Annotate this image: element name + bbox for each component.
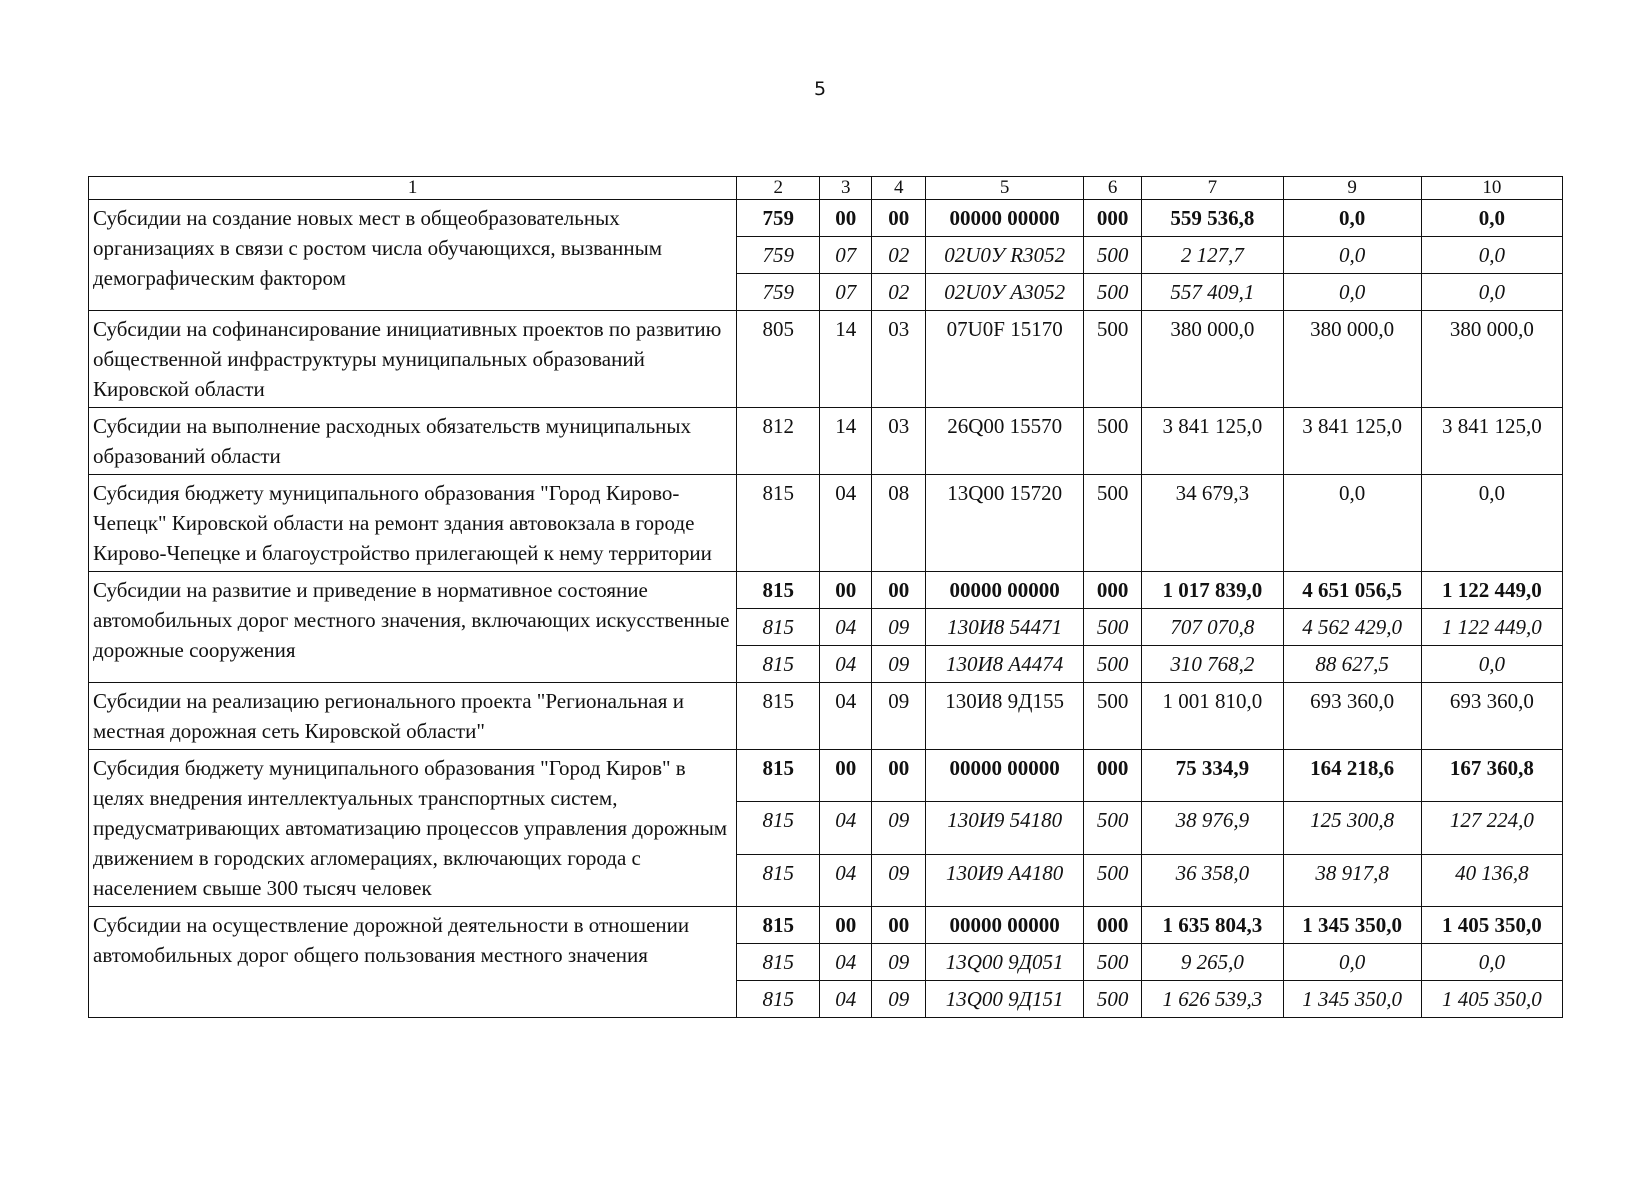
- section-cell: 04: [820, 646, 872, 683]
- subsection-cell: 09: [872, 802, 926, 854]
- section-cell: 07: [820, 274, 872, 311]
- admin-code-cell: 815: [737, 683, 820, 750]
- admin-code-cell: 815: [737, 907, 820, 944]
- expense-type-cell: 500: [1084, 274, 1142, 311]
- admin-code-cell: 815: [737, 609, 820, 646]
- table-row: [89, 200, 1563, 237]
- target-article-cell: 00000 00000: [926, 572, 1084, 609]
- amount-col9-cell: 4 651 056,5: [1283, 572, 1421, 609]
- column-header: 2: [737, 177, 820, 200]
- amount-col9-cell: 0,0: [1283, 200, 1421, 237]
- amount-col7-cell: 310 768,2: [1142, 646, 1283, 683]
- subsection-cell: 09: [872, 683, 926, 750]
- admin-code-cell: 812: [737, 408, 820, 475]
- amount-col9-cell: 0,0: [1283, 475, 1421, 572]
- amount-col7-cell: 1 001 810,0: [1142, 683, 1283, 750]
- amount-col10-cell: 1 122 449,0: [1421, 572, 1562, 609]
- section-cell: 00: [820, 572, 872, 609]
- expense-type-cell: 000: [1084, 572, 1142, 609]
- amount-col10-cell: 0,0: [1421, 237, 1562, 274]
- section-cell: 04: [820, 981, 872, 1018]
- header-row: [89, 177, 1563, 200]
- amount-col10-cell: 1 405 350,0: [1421, 981, 1562, 1018]
- admin-code-cell: 815: [737, 944, 820, 981]
- target-article-cell: 130И9 54180: [926, 802, 1084, 854]
- amount-col9-cell: 0,0: [1283, 237, 1421, 274]
- amount-col9-cell: 125 300,8: [1283, 802, 1421, 854]
- row-description: Субсидия бюджету муниципального образования "Город Киров" в целях внедрения интеллектуальных транспортных систем, предусматривающих автоматизацию процессов управления дорожным движением в городских агломерациях, включающих города с населением свыше 300 тысяч человек: [89, 750, 737, 907]
- amount-col10-cell: 693 360,0: [1421, 683, 1562, 750]
- section-cell: 00: [820, 907, 872, 944]
- amount-col9-cell: 164 218,6: [1283, 750, 1421, 802]
- subsection-cell: 00: [872, 200, 926, 237]
- admin-code-cell: 805: [737, 311, 820, 408]
- column-header: 3: [820, 177, 872, 200]
- expense-type-cell: 500: [1084, 311, 1142, 408]
- subsection-cell: 09: [872, 944, 926, 981]
- amount-col7-cell: 36 358,0: [1142, 854, 1283, 906]
- amount-col7-cell: 38 976,9: [1142, 802, 1283, 854]
- page-number: 5: [813, 78, 827, 100]
- column-header: 10: [1421, 177, 1562, 200]
- section-cell: 00: [820, 750, 872, 802]
- row-description: Субсидия бюджету муниципального образования "Город Кирово-Чепецк" Кировской области на ремонт здания автовокзала в городе Кирово-Чепецке и благоустройство прилегающей к нему территории: [89, 475, 737, 572]
- section-cell: 04: [820, 475, 872, 572]
- expense-type-cell: 500: [1084, 802, 1142, 854]
- admin-code-cell: 815: [737, 475, 820, 572]
- amount-col7-cell: 34 679,3: [1142, 475, 1283, 572]
- table-row: [89, 408, 1563, 475]
- table-row: [89, 572, 1563, 609]
- amount-col9-cell: 3 841 125,0: [1283, 408, 1421, 475]
- column-header: 5: [926, 177, 1084, 200]
- row-description: Субсидии на выполнение расходных обязательств муниципальных образований области: [89, 408, 737, 475]
- admin-code-cell: 815: [737, 750, 820, 802]
- table-body: [89, 200, 1563, 1018]
- amount-col10-cell: 380 000,0: [1421, 311, 1562, 408]
- amount-col7-cell: 1 017 839,0: [1142, 572, 1283, 609]
- amount-col10-cell: 1 122 449,0: [1421, 609, 1562, 646]
- column-header: 7: [1142, 177, 1283, 200]
- amount-col7-cell: 707 070,8: [1142, 609, 1283, 646]
- column-header: 9: [1283, 177, 1421, 200]
- expense-type-cell: 500: [1084, 475, 1142, 572]
- amount-col10-cell: 0,0: [1421, 200, 1562, 237]
- expense-type-cell: 000: [1084, 750, 1142, 802]
- amount-col10-cell: 0,0: [1421, 646, 1562, 683]
- amount-col7-cell: 1 626 539,3: [1142, 981, 1283, 1018]
- amount-col10-cell: 40 136,8: [1421, 854, 1562, 906]
- expense-type-cell: 000: [1084, 200, 1142, 237]
- subsection-cell: 03: [872, 311, 926, 408]
- admin-code-cell: 815: [737, 572, 820, 609]
- expense-type-cell: 500: [1084, 408, 1142, 475]
- amount-col9-cell: 0,0: [1283, 944, 1421, 981]
- amount-col10-cell: 0,0: [1421, 475, 1562, 572]
- column-header: 1: [89, 177, 737, 200]
- section-cell: 04: [820, 683, 872, 750]
- budget-table: [88, 176, 1563, 1018]
- subsection-cell: 00: [872, 907, 926, 944]
- table-row: [89, 907, 1563, 944]
- row-description: Субсидии на реализацию регионального проекта "Региональная и местная дорожная сеть Кировской области": [89, 683, 737, 750]
- amount-col7-cell: 380 000,0: [1142, 311, 1283, 408]
- target-article-cell: 130И8 A4474: [926, 646, 1084, 683]
- amount-col9-cell: 1 345 350,0: [1283, 907, 1421, 944]
- target-article-cell: 00000 00000: [926, 907, 1084, 944]
- section-cell: 04: [820, 854, 872, 906]
- subsection-cell: 02: [872, 274, 926, 311]
- amount-col10-cell: 3 841 125,0: [1421, 408, 1562, 475]
- subsection-cell: 03: [872, 408, 926, 475]
- admin-code-cell: 815: [737, 802, 820, 854]
- section-cell: 04: [820, 802, 872, 854]
- table-row: [89, 750, 1563, 802]
- expense-type-cell: 500: [1084, 646, 1142, 683]
- subsection-cell: 09: [872, 609, 926, 646]
- admin-code-cell: 815: [737, 981, 820, 1018]
- admin-code-cell: 759: [737, 237, 820, 274]
- admin-code-cell: 815: [737, 854, 820, 906]
- row-description: Субсидии на развитие и приведение в нормативное состояние автомобильных дорог местного значения, включающих искусственные дорожные сооружения: [89, 572, 737, 683]
- section-cell: 04: [820, 609, 872, 646]
- amount-col7-cell: 75 334,9: [1142, 750, 1283, 802]
- amount-col7-cell: 3 841 125,0: [1142, 408, 1283, 475]
- target-article-cell: 02U0У R3052: [926, 237, 1084, 274]
- admin-code-cell: 759: [737, 274, 820, 311]
- amount-col9-cell: 38 917,8: [1283, 854, 1421, 906]
- target-article-cell: 26Q00 15570: [926, 408, 1084, 475]
- subsection-cell: 09: [872, 854, 926, 906]
- row-description: Субсидии на осуществление дорожной деятельности в отношении автомобильных дорог общего пользования местного значения: [89, 907, 737, 1018]
- amount-col9-cell: 1 345 350,0: [1283, 981, 1421, 1018]
- amount-col9-cell: 380 000,0: [1283, 311, 1421, 408]
- amount-col9-cell: 4 562 429,0: [1283, 609, 1421, 646]
- expense-type-cell: 500: [1084, 683, 1142, 750]
- amount-col9-cell: 693 360,0: [1283, 683, 1421, 750]
- section-cell: 14: [820, 311, 872, 408]
- subsection-cell: 08: [872, 475, 926, 572]
- amount-col10-cell: 0,0: [1421, 944, 1562, 981]
- subsection-cell: 09: [872, 646, 926, 683]
- target-article-cell: 13Q00 15720: [926, 475, 1084, 572]
- expense-type-cell: 500: [1084, 609, 1142, 646]
- subsection-cell: 09: [872, 981, 926, 1018]
- amount-col9-cell: 88 627,5: [1283, 646, 1421, 683]
- amount-col10-cell: 127 224,0: [1421, 802, 1562, 854]
- target-article-cell: 130И9 A4180: [926, 854, 1084, 906]
- amount-col10-cell: 0,0: [1421, 274, 1562, 311]
- target-article-cell: 130И8 54471: [926, 609, 1084, 646]
- expense-type-cell: 500: [1084, 944, 1142, 981]
- amount-col7-cell: 2 127,7: [1142, 237, 1283, 274]
- section-cell: 00: [820, 200, 872, 237]
- target-article-cell: 13Q00 9Д051: [926, 944, 1084, 981]
- subsection-cell: 02: [872, 237, 926, 274]
- amount-col7-cell: 9 265,0: [1142, 944, 1283, 981]
- section-cell: 07: [820, 237, 872, 274]
- amount-col10-cell: 167 360,8: [1421, 750, 1562, 802]
- row-description: Субсидии на создание новых мест в общеобразовательных организациях в связи с ростом числа обучающихся, вызванным демографическим фактором: [89, 200, 737, 311]
- target-article-cell: 00000 00000: [926, 200, 1084, 237]
- amount-col9-cell: 0,0: [1283, 274, 1421, 311]
- expense-type-cell: 000: [1084, 907, 1142, 944]
- table-row: [89, 311, 1563, 408]
- expense-type-cell: 500: [1084, 237, 1142, 274]
- column-header: 4: [872, 177, 926, 200]
- expense-type-cell: 500: [1084, 854, 1142, 906]
- section-cell: 04: [820, 944, 872, 981]
- amount-col10-cell: 1 405 350,0: [1421, 907, 1562, 944]
- target-article-cell: 13Q00 9Д151: [926, 981, 1084, 1018]
- admin-code-cell: 759: [737, 200, 820, 237]
- section-cell: 14: [820, 408, 872, 475]
- amount-col7-cell: 559 536,8: [1142, 200, 1283, 237]
- subsection-cell: 00: [872, 572, 926, 609]
- table-row: [89, 683, 1563, 750]
- expense-type-cell: 500: [1084, 981, 1142, 1018]
- amount-col7-cell: 557 409,1: [1142, 274, 1283, 311]
- subsection-cell: 00: [872, 750, 926, 802]
- table-row: [89, 475, 1563, 572]
- target-article-cell: 02U0У A3052: [926, 274, 1084, 311]
- admin-code-cell: 815: [737, 646, 820, 683]
- amount-col7-cell: 1 635 804,3: [1142, 907, 1283, 944]
- target-article-cell: 00000 00000: [926, 750, 1084, 802]
- target-article-cell: 07U0F 15170: [926, 311, 1084, 408]
- row-description: Субсидии на софинансирование инициативных проектов по развитию общественной инфраструктуры муниципальных образований Кировской области: [89, 311, 737, 408]
- target-article-cell: 130И8 9Д155: [926, 683, 1084, 750]
- column-header: 6: [1084, 177, 1142, 200]
